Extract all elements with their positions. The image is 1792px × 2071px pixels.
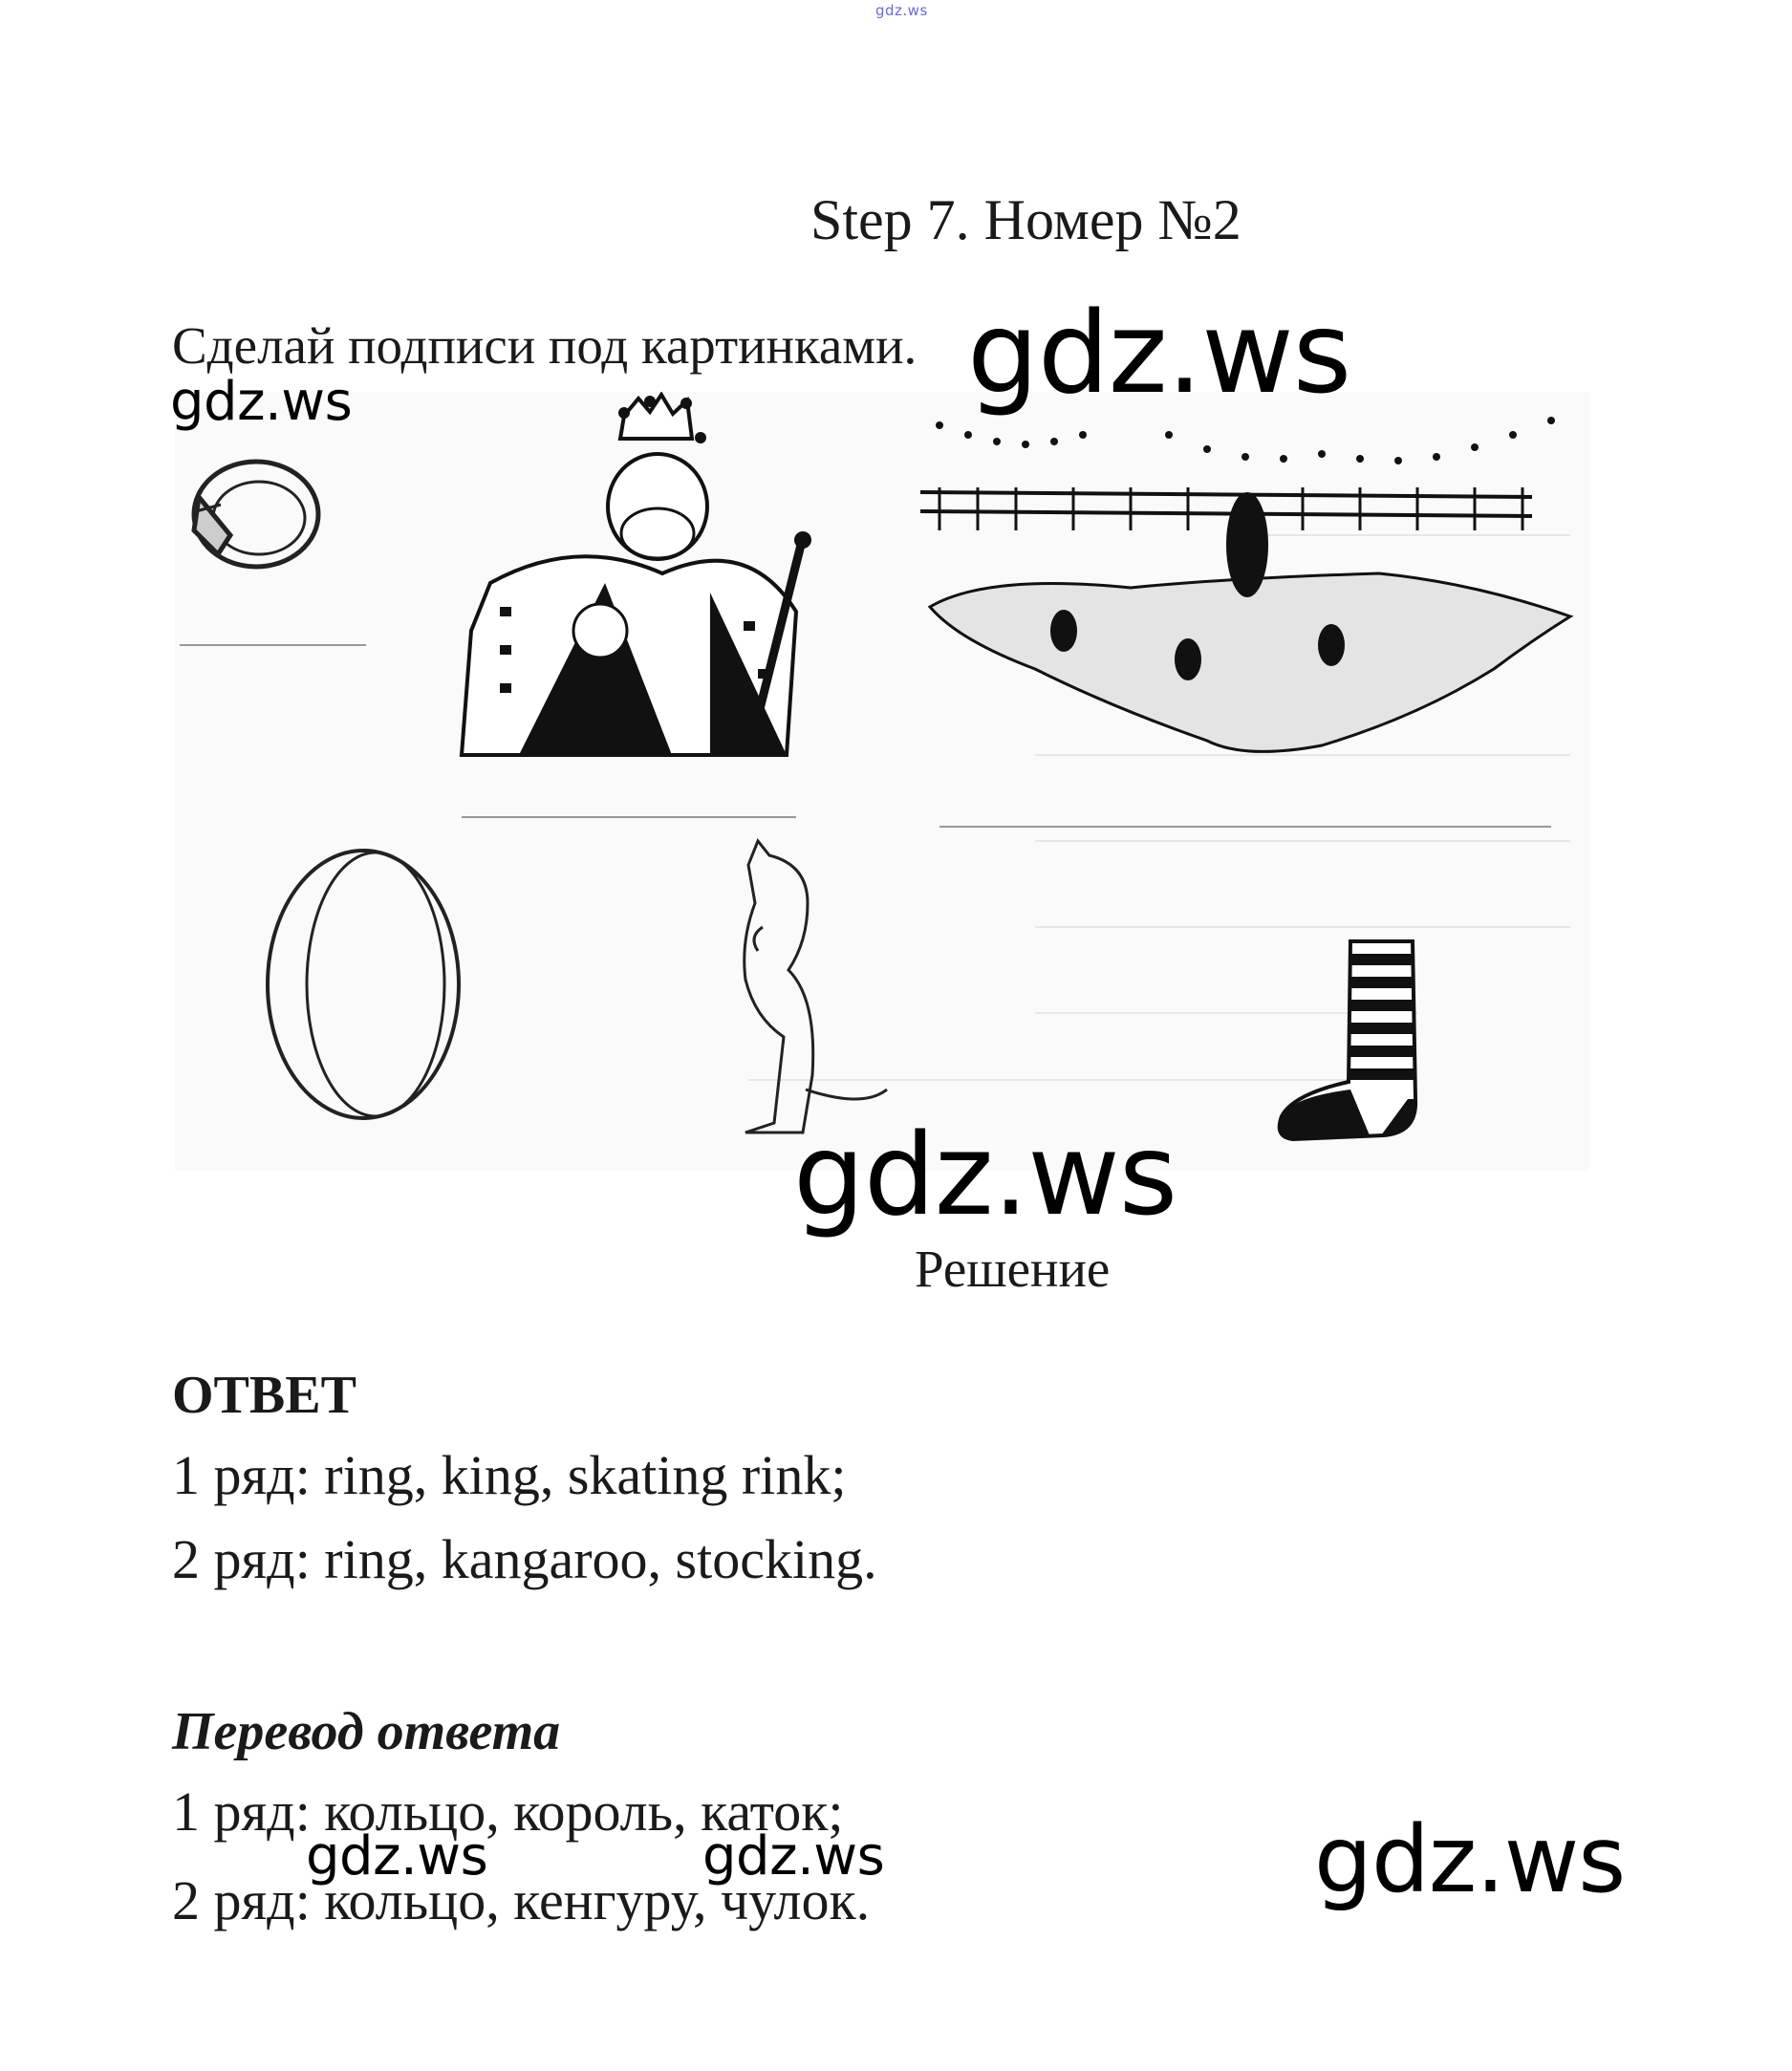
answer-row-2: 2 ряд: ring, kangaroo, stocking.	[172, 1528, 877, 1590]
page-title: Step 7. Номер №2	[810, 188, 1241, 251]
translation-row-2: 2 ряд: кольцо, кенгуру, чулок.	[172, 1869, 871, 1931]
watermark-logo: gdz.ws	[306, 1825, 488, 1888]
translation-heading: Перевод ответа	[172, 1702, 561, 1761]
solution-label: Решение	[915, 1240, 1111, 1298]
top-watermark: gdz.ws	[875, 2, 928, 19]
answer-heading: ОТВЕТ	[172, 1366, 356, 1425]
watermark-logo: gdz.ws	[1314, 1806, 1626, 1913]
translation-row-1: 1 ряд: кольцо, король, каток;	[172, 1780, 844, 1843]
illustration-panel	[175, 392, 1589, 1171]
watermark-logo: gdz.ws	[702, 1825, 885, 1888]
answer-row-1: 1 ряд: ring, king, skating rink;	[172, 1444, 847, 1506]
task-instruction: Сделай подписи под картинками.	[172, 316, 918, 375]
watermark-logo: gdz.ws	[170, 371, 353, 433]
watermark-logo: gdz.ws	[793, 1109, 1177, 1240]
watermark-logo: gdz.ws	[967, 287, 1351, 419]
illustration-svg	[175, 392, 1589, 1171]
